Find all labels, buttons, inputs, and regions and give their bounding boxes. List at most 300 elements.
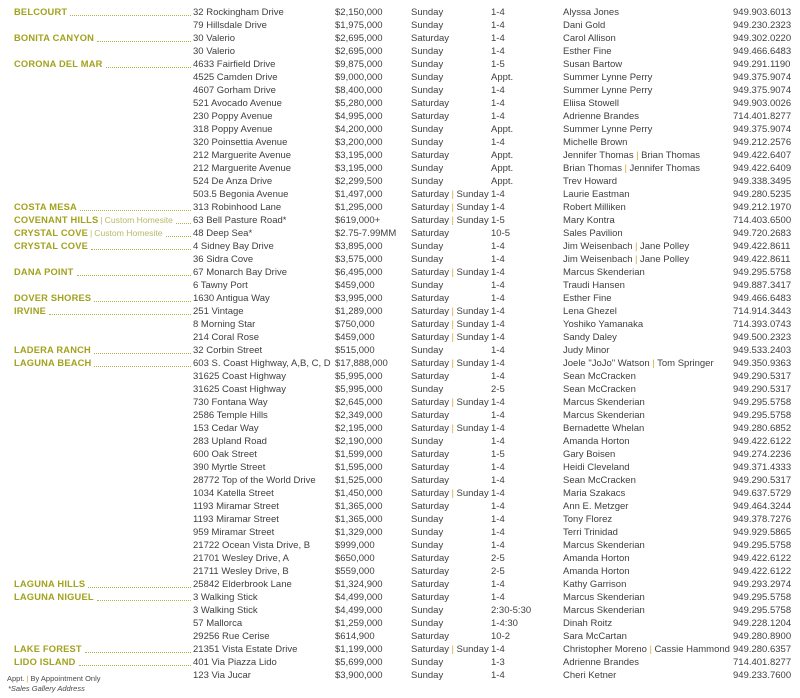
listing-agents xyxy=(563,58,733,71)
listing-price: $3,900,000 xyxy=(335,670,383,681)
listing-days xyxy=(411,331,491,344)
listing-day: Saturday xyxy=(411,475,450,486)
listing-day: Saturday xyxy=(411,631,450,642)
listing-row xyxy=(0,396,800,409)
listing-agent: Sales Pavilion xyxy=(563,228,623,239)
listing-time: 1-4 xyxy=(491,488,505,499)
listing-address: 4525 Camden Drive xyxy=(193,72,278,83)
area-cell xyxy=(0,201,193,214)
listing-price: $1,599,000 xyxy=(335,449,383,460)
listing-address: 503.5 Begonia Avenue xyxy=(193,189,289,200)
listing-phone: 949.228.1204 xyxy=(733,618,792,629)
listing-price: $3,195,000 xyxy=(335,150,383,161)
listing-agent: Esther Fine xyxy=(563,46,612,57)
listing-days xyxy=(411,383,491,396)
listings xyxy=(0,6,800,682)
listing-agent: Sean McCracken xyxy=(563,371,636,382)
listing-phone: 949.230.2323 xyxy=(733,20,792,31)
area-cell xyxy=(0,656,193,669)
listing-row xyxy=(0,32,800,45)
listing-agent: Cheri Ketner xyxy=(563,670,617,681)
listing-phone: 949.903.0026 xyxy=(733,98,792,109)
listing-phone: 949.302.0220 xyxy=(733,33,792,44)
listing-days xyxy=(411,227,491,240)
listing-agent: Marcus Skenderian xyxy=(563,267,645,278)
listing-phone: 949.295.5758 xyxy=(733,592,792,603)
area-label: COVENANT HILLS xyxy=(14,215,99,225)
listing-day: Saturday xyxy=(411,423,450,434)
listing-price: $459,000 xyxy=(335,280,375,291)
listing-days xyxy=(411,97,491,110)
listing-time: 1-4 xyxy=(491,189,505,200)
listing-day: Saturday xyxy=(411,371,450,382)
listing-phone: 949.466.6483 xyxy=(733,293,792,304)
pipe-separator: | xyxy=(635,241,638,252)
listing-time: 1-4 xyxy=(491,670,505,681)
dotted-leader xyxy=(94,301,191,302)
listing-agent: Jennifer Thomas xyxy=(629,163,701,174)
listing-address: 32 Corbin Street xyxy=(193,345,263,356)
listing-time: 1-5 xyxy=(491,449,505,460)
listing-time: 1-4 xyxy=(491,241,505,252)
listing-agent: Traudi Hansen xyxy=(563,280,625,291)
listing-day: Sunday xyxy=(411,7,444,18)
listing-day: Sunday xyxy=(411,163,444,174)
listing-address: 21722 Ocean Vista Drive, B xyxy=(193,540,311,551)
listing-price: $459,000 xyxy=(335,332,375,343)
listing-time: 1-4 xyxy=(491,540,505,551)
listing-day: Sunday xyxy=(456,332,489,343)
listing-phone: 949.903.6013 xyxy=(733,7,792,18)
listing-days xyxy=(411,474,491,487)
area-cell xyxy=(0,305,193,318)
listing-agents xyxy=(563,513,733,526)
area-cell xyxy=(0,6,193,19)
listing-agents xyxy=(563,357,733,370)
listing-time: 10-2 xyxy=(491,631,511,642)
pipe-separator: | xyxy=(652,358,655,369)
dotted-leader xyxy=(94,353,191,354)
listing-phone: 949.293.2974 xyxy=(733,579,792,590)
listing-time: 1-4 xyxy=(491,475,505,486)
listing-day: Sunday xyxy=(411,527,444,538)
listing-agents xyxy=(563,435,733,448)
listing-address: 4633 Fairfield Drive xyxy=(193,59,276,70)
listing-time: 10-5 xyxy=(491,228,511,239)
area-label: IRVINE xyxy=(14,306,47,316)
listing-days xyxy=(411,513,491,526)
listing-time: 1-4 xyxy=(491,332,505,343)
listing-agents xyxy=(563,331,733,344)
listing-day: Saturday xyxy=(411,215,450,226)
listing-phone: 949.280.6852 xyxy=(733,423,792,434)
listing-row xyxy=(0,513,800,526)
area-cell xyxy=(0,240,193,253)
listing-days xyxy=(411,84,491,97)
listing-time: 2-5 xyxy=(491,566,505,577)
listing-day: Sunday xyxy=(456,306,489,317)
listing-phone: 949.378.7276 xyxy=(733,514,792,525)
listing-address: 31625 Coast Highway xyxy=(193,384,286,395)
listing-phone: 949.533.2403 xyxy=(733,345,792,356)
listing-address: 6 Tawny Port xyxy=(193,280,248,291)
listing-row xyxy=(0,175,800,188)
listing-row xyxy=(0,578,800,591)
listing-time: 1-4 xyxy=(491,137,505,148)
listing-address: 2586 Temple Hills xyxy=(193,410,268,421)
listing-price: $2,695,000 xyxy=(335,33,383,44)
pipe-separator: | xyxy=(26,674,29,683)
listing-row xyxy=(0,435,800,448)
listing-days xyxy=(411,201,491,214)
listing-row xyxy=(0,253,800,266)
listing-row xyxy=(0,71,800,84)
listing-phone: 949.291.1190 xyxy=(733,59,791,70)
listing-time: 1-4 xyxy=(491,46,505,57)
listing-price: $1,525,000 xyxy=(335,475,383,486)
listing-day: Sunday xyxy=(456,319,489,330)
listing-row xyxy=(0,539,800,552)
listing-address: 600 Oak Street xyxy=(193,449,257,460)
listing-agent: Jane Polley xyxy=(640,254,690,265)
listing-agents xyxy=(563,253,733,266)
dotted-leader xyxy=(77,275,191,276)
listing-row xyxy=(0,643,800,656)
listing-agents xyxy=(563,422,733,435)
area-label: CRYSTAL COVE xyxy=(14,241,89,251)
listing-agent: Ann E. Metzger xyxy=(563,501,629,512)
listing-time: 1-4 xyxy=(491,345,505,356)
listing-days xyxy=(411,305,491,318)
listing-days xyxy=(411,617,491,630)
listing-agents xyxy=(563,448,733,461)
listing-address: 153 Cedar Way xyxy=(193,423,259,434)
listing-days xyxy=(411,409,491,422)
listing-phone: 714.393.0743 xyxy=(733,319,792,330)
listing-phone: 949.295.5758 xyxy=(733,540,792,551)
listing-days xyxy=(411,487,491,500)
listing-day: Sunday xyxy=(456,644,489,655)
listing-price: $1,975,000 xyxy=(335,20,383,31)
listing-address: 214 Coral Rose xyxy=(193,332,260,343)
listing-row xyxy=(0,318,800,331)
listing-row xyxy=(0,591,800,604)
listing-phone: 949.274.2236 xyxy=(733,449,792,460)
listing-price: $619,000+ xyxy=(335,215,381,226)
listing-day: Saturday xyxy=(411,579,450,590)
dotted-leader xyxy=(97,41,191,42)
listing-agents xyxy=(563,162,733,175)
listing-row xyxy=(0,656,800,669)
listing-agent: Cassie Hammond xyxy=(654,644,730,655)
listing-time: Appt. xyxy=(491,72,514,83)
listing-day: Saturday xyxy=(411,449,450,460)
listing-price: $2,195,000 xyxy=(335,423,383,434)
listing-agents xyxy=(563,227,733,240)
listing-day: Sunday xyxy=(456,488,489,499)
pipe-separator: | xyxy=(451,423,454,434)
listing-address: 28772 Top of the World Drive xyxy=(193,475,316,486)
listing-time: 1-4 xyxy=(491,592,505,603)
listing-agent: Gary Boisen xyxy=(563,449,616,460)
dotted-leader xyxy=(49,314,191,315)
listing-time: 1-4:30 xyxy=(491,618,518,629)
listing-row xyxy=(0,487,800,500)
listing-days xyxy=(411,656,491,669)
listing-agents xyxy=(563,175,733,188)
listing-address: 123 Via Jucar xyxy=(193,670,251,681)
listing-address: 30 Valerio xyxy=(193,46,236,57)
listing-price: $650,000 xyxy=(335,553,375,564)
listing-agent: Maria Szakacs xyxy=(563,488,626,499)
listing-agent: Jim Weisenbach xyxy=(563,254,633,265)
area-cell xyxy=(0,578,193,591)
listing-row xyxy=(0,214,800,227)
listing-price: $4,499,000 xyxy=(335,592,383,603)
listing-address: 57 Mallorca xyxy=(193,618,243,629)
listing-day: Sunday xyxy=(411,85,444,96)
listing-day: Saturday xyxy=(411,410,450,421)
area-label: DOVER SHORES xyxy=(14,293,92,303)
listing-agent: Sean McCracken xyxy=(563,384,636,395)
listing-address: 524 De Anza Drive xyxy=(193,176,273,187)
listing-days xyxy=(411,253,491,266)
listing-agent: Esther Fine xyxy=(563,293,612,304)
listing-days xyxy=(411,240,491,253)
listing-price: $2,349,000 xyxy=(335,410,383,421)
listing-phone: 949.280.6357 xyxy=(733,644,792,655)
listing-price: $2,645,000 xyxy=(335,397,383,408)
listing-row xyxy=(0,630,800,643)
listing-price: $5,995,000 xyxy=(335,384,383,395)
listing-time: 1-4 xyxy=(491,85,505,96)
listing-row xyxy=(0,149,800,162)
area-label: LAKE FOREST xyxy=(14,644,82,654)
listing-row xyxy=(0,123,800,136)
area-cell xyxy=(0,58,193,71)
listing-time: 1-4 xyxy=(491,527,505,538)
listing-address: 251 Vintage xyxy=(193,306,244,317)
listing-address: 3 Walking Stick xyxy=(193,592,258,603)
listing-days xyxy=(411,19,491,32)
area-label: BONITA CANYON xyxy=(14,33,95,43)
listing-agent: Eliisa Stowell xyxy=(563,98,619,109)
listing-address: 1193 Miramar Street xyxy=(193,501,279,512)
listing-days xyxy=(411,461,491,474)
listing-days xyxy=(411,565,491,578)
listing-days xyxy=(411,448,491,461)
listing-phone: 949.887.3417 xyxy=(733,280,792,291)
listing-agents xyxy=(563,630,733,643)
listing-row xyxy=(0,383,800,396)
listing-agents xyxy=(563,526,733,539)
listing-phone: 949.422.6409 xyxy=(733,163,792,174)
listing-address: 48 Deep Sea* xyxy=(193,228,253,239)
listing-price: $2,695,000 xyxy=(335,46,383,57)
listing-price: $9,000,000 xyxy=(335,72,383,83)
listing-price: $4,995,000 xyxy=(335,111,383,122)
listing-price: $3,995,000 xyxy=(335,293,383,304)
listing-price: $3,195,000 xyxy=(335,163,383,174)
listing-address: 1630 Antigua Way xyxy=(193,293,270,304)
listing-agent: Christopher Moreno xyxy=(563,644,647,655)
listing-day: Sunday xyxy=(411,280,444,291)
listing-day: Sunday xyxy=(411,124,444,135)
area-label: LAGUNA NIGUEL xyxy=(14,592,94,602)
listing-address: 8 Morning Star xyxy=(193,319,256,330)
listing-row xyxy=(0,552,800,565)
listing-row xyxy=(0,409,800,422)
listing-day: Sunday xyxy=(411,384,444,395)
listing-row xyxy=(0,6,800,19)
listing-row xyxy=(0,19,800,32)
listing-price: $2,299,500 xyxy=(335,176,383,187)
listing-agents xyxy=(563,487,733,500)
listing-agents xyxy=(563,32,733,45)
listing-agents xyxy=(563,240,733,253)
listing-row xyxy=(0,201,800,214)
listing-agents xyxy=(563,656,733,669)
listing-price: $1,295,000 xyxy=(335,202,383,213)
listing-agents xyxy=(563,344,733,357)
area-cell xyxy=(0,591,193,604)
dotted-leader xyxy=(79,665,191,666)
listing-agent: Trev Howard xyxy=(563,176,618,187)
listing-address: 25842 Elderbrook Lane xyxy=(193,579,292,590)
listing-day: Saturday xyxy=(411,306,450,317)
listing-price: $3,200,000 xyxy=(335,137,383,148)
listing-agent: Summer Lynne Perry xyxy=(563,85,653,96)
listing-row xyxy=(0,292,800,305)
listing-day: Saturday xyxy=(411,202,450,213)
listing-row xyxy=(0,474,800,487)
listing-time: Appt. xyxy=(491,124,514,135)
listing-price: $2.75-7.99MM xyxy=(335,228,397,239)
listing-agents xyxy=(563,305,733,318)
listing-address: 521 Avocado Avenue xyxy=(193,98,282,109)
listing-agent: Sean McCracken xyxy=(563,475,636,486)
listing-agents xyxy=(563,461,733,474)
listing-phone: 949.720.2683 xyxy=(733,228,792,239)
listing-agent: Dani Gold xyxy=(563,20,606,31)
listing-days xyxy=(411,162,491,175)
listing-agents xyxy=(563,396,733,409)
listing-days xyxy=(411,279,491,292)
listing-agent: Joele "JoJo" Watson xyxy=(563,358,650,369)
listing-time: 1-4 xyxy=(491,254,505,265)
listing-row xyxy=(0,188,800,201)
dotted-leader xyxy=(106,67,191,68)
area-cell xyxy=(0,32,193,45)
listing-price: $1,595,000 xyxy=(335,462,383,473)
area-cell xyxy=(0,227,193,240)
listing-agent: Yoshiko Yamanaka xyxy=(563,319,644,330)
listing-days xyxy=(411,344,491,357)
listing-days xyxy=(411,500,491,513)
listing-phone: 949.295.5758 xyxy=(733,410,792,421)
listing-days xyxy=(411,643,491,656)
listing-row xyxy=(0,227,800,240)
listing-phone: 949.422.6122 xyxy=(733,553,792,564)
listing-day: Saturday xyxy=(411,228,450,239)
listing-day: Sunday xyxy=(456,189,489,200)
listing-agent: Amanda Horton xyxy=(563,436,630,447)
listing-day: Saturday xyxy=(411,189,450,200)
listing-phone: 949.338.3495 xyxy=(733,176,792,187)
listing-day: Sunday xyxy=(456,215,489,226)
area-cell xyxy=(0,643,193,656)
listing-agents xyxy=(563,383,733,396)
area-label: COSTA MESA xyxy=(14,202,77,212)
listing-time: 1-4 xyxy=(491,501,505,512)
listing-price: $3,575,000 xyxy=(335,254,383,265)
listing-price: $559,000 xyxy=(335,566,375,577)
listing-row xyxy=(0,370,800,383)
listing-day: Saturday xyxy=(411,566,450,577)
pipe-separator: | xyxy=(649,644,652,655)
listing-agent: Summer Lynne Perry xyxy=(563,72,653,83)
listing-agents xyxy=(563,123,733,136)
listing-day: Sunday xyxy=(411,72,444,83)
listing-phone: 949.375.9074 xyxy=(733,85,792,96)
listing-address: 30 Valerio xyxy=(193,33,236,44)
listing-agents xyxy=(563,552,733,565)
listing-time: 1-4 xyxy=(491,371,505,382)
listing-days xyxy=(411,318,491,331)
listing-phone: 949.375.9074 xyxy=(733,72,792,83)
listing-phone: 949.350.9363 xyxy=(733,358,792,369)
listing-address: 730 Fontana Way xyxy=(193,397,268,408)
listing-phone: 714.403.6500 xyxy=(733,215,792,226)
listing-day: Sunday xyxy=(411,254,444,265)
listing-address: 230 Poppy Avenue xyxy=(193,111,273,122)
listing-agent: Alyssa Jones xyxy=(563,7,619,18)
listing-agents xyxy=(563,474,733,487)
pipe-separator: | xyxy=(90,228,93,238)
dotted-leader xyxy=(85,652,191,653)
area-sublabel: Custom Homesite xyxy=(104,215,173,225)
listing-days xyxy=(411,214,491,227)
pipe-separator: | xyxy=(624,163,627,174)
listing-time: 1-4 xyxy=(491,644,505,655)
listing-time: 1-4 xyxy=(491,7,505,18)
listing-time: 1-4 xyxy=(491,280,505,291)
listing-day: Saturday xyxy=(411,644,450,655)
listing-address: 36 Sidra Cove xyxy=(193,254,254,265)
listing-row xyxy=(0,500,800,513)
listing-agents xyxy=(563,19,733,32)
listing-agents xyxy=(563,71,733,84)
dotted-leader xyxy=(80,210,191,211)
listing-row xyxy=(0,617,800,630)
listing-days xyxy=(411,32,491,45)
listing-address: 4607 Gorham Drive xyxy=(193,85,276,96)
listing-days xyxy=(411,552,491,565)
listing-days xyxy=(411,110,491,123)
dotted-leader xyxy=(97,600,191,601)
listing-agents xyxy=(563,292,733,305)
listing-address: 212 Marguerite Avenue xyxy=(193,163,292,174)
listing-time: 1-4 xyxy=(491,397,505,408)
listing-day: Sunday xyxy=(411,540,444,551)
listing-agent: Jennifer Thomas xyxy=(563,150,634,161)
listing-day: Saturday xyxy=(411,358,450,369)
listing-agent: Kathy Garrison xyxy=(563,579,627,590)
listing-row xyxy=(0,162,800,175)
listing-agents xyxy=(563,201,733,214)
listing-row xyxy=(0,669,800,682)
listing-agent: Jane Polley xyxy=(640,241,690,252)
